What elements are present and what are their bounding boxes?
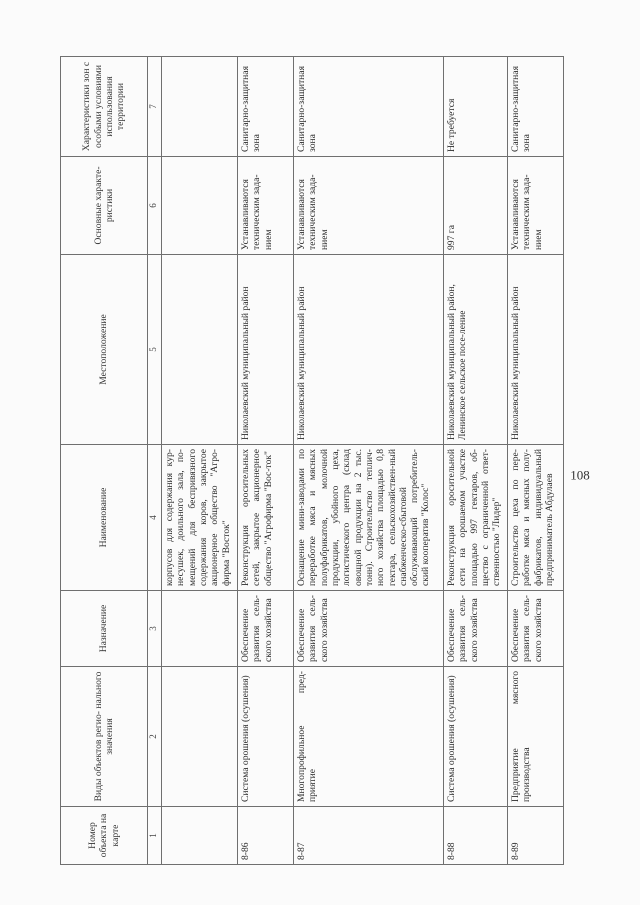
cell-purpose: Обеспечение развития сель-ского хозяйства	[444, 591, 508, 667]
header-location: Местоположение	[61, 255, 148, 445]
cell-name-continued: корпусов для содержания кур-несушек, доильного зала, по-мещений для беспривязного содержания коров, закрытое акционерное общество "Агро-фирма "Восток"	[162, 445, 238, 591]
column-number: 7	[148, 57, 162, 157]
table-header-row	[61, 57, 148, 865]
cell-characteristics: Устанавливаются техническим зада-нием	[238, 157, 294, 255]
cell-empty	[162, 157, 238, 255]
column-number: 5	[148, 255, 162, 445]
cell-number: 8-87	[294, 807, 444, 865]
cell-zones: Санитарно-защитная зона	[508, 57, 564, 157]
table-row	[508, 57, 564, 865]
cell-type: Предприятие мясного производства	[508, 667, 564, 807]
cell-name: Строительство цеха по пере-работке мяса и мясных полу-фабрикатов, индивидуальный предприниматель Абдулаев	[508, 445, 564, 591]
cell-purpose: Обеспечение развития сель-ского хозяйства	[238, 591, 294, 667]
table-row-continuation	[162, 57, 238, 865]
table-row	[294, 57, 444, 865]
header-characteristics: Основные характе- ристики	[61, 157, 148, 255]
cell-purpose: Обеспечение развития сель-ского хозяйства	[508, 591, 564, 667]
header-zones: Характеристики зон с особыми условиями использования территории	[61, 57, 148, 157]
cell-zones: Санитарно-защитная зона	[238, 57, 294, 157]
cell-zones: Не требуется	[444, 57, 508, 157]
cell-characteristics: 997 га	[444, 157, 508, 255]
header-number: Номер объекта на карте	[61, 807, 148, 865]
cell-number: 8-86	[238, 807, 294, 865]
cell-type: Система орошения (осушения)	[238, 667, 294, 807]
cell-empty	[162, 57, 238, 157]
column-number-row	[148, 57, 162, 865]
cell-location: Николаевский муниципальный район	[294, 255, 444, 445]
cell-characteristics: Устанавливаются техническим зада-нием	[508, 157, 564, 255]
cell-type: Система орошения (осушения)	[444, 667, 508, 807]
cell-number: 8-89	[508, 807, 564, 865]
cell-empty	[162, 667, 238, 807]
table-row	[444, 57, 508, 865]
header-name: Наименование	[61, 445, 148, 591]
cell-purpose: Обеспечение развития сель-ского хозяйства	[294, 591, 444, 667]
table-row	[238, 57, 294, 865]
column-number: 1	[148, 807, 162, 865]
cell-name: Оснащение мини-заводами по переработке мяса и мясных полуфабрикатов, молочной продукции, убойного цеха, логистического центра (склад овощной продукции на 2 тыс. тонн). Строительство теплич-ного хозяйства площадью 0,8 гектара, сельскохозяйствен-ный снабженческо-сбытовой обслуживающий потребитель-ский кооператив "Колос"	[294, 445, 444, 591]
objects-table	[60, 56, 564, 865]
cell-characteristics: Устанавливаются техническим зада-нием	[294, 157, 444, 255]
cell-number: 8-88	[444, 807, 508, 865]
cell-type: Многопрофильное пред-приятие	[294, 667, 444, 807]
column-number: 6	[148, 157, 162, 255]
cell-name: Реконструкция оросительных сетей, закрытое акционерное общество "Агрофирма "Вос-ток"	[238, 445, 294, 591]
cell-empty	[162, 807, 238, 865]
cell-location: Николаевский муниципальный район, Ленинское сельское посе-ление	[444, 255, 508, 445]
column-number: 3	[148, 591, 162, 667]
cell-zones: Санитарно-защитная зона	[294, 57, 444, 157]
cell-location: Николаевский муниципальный район	[508, 255, 564, 445]
cell-location: Николаевский муниципальный район	[238, 255, 294, 445]
header-type: Виды объектов регио- нального значения	[61, 667, 148, 807]
cell-name: Реконструкция оросительной сети на орошаемом участке площадью 997 гектаров, об-щество с ограниченной ответ-ственностью "Лидер"	[444, 445, 508, 591]
column-number: 4	[148, 445, 162, 591]
header-purpose: Назначение	[61, 591, 148, 667]
cell-empty	[162, 591, 238, 667]
page-number: 108	[570, 467, 590, 483]
cell-empty	[162, 255, 238, 445]
column-number: 2	[148, 667, 162, 807]
